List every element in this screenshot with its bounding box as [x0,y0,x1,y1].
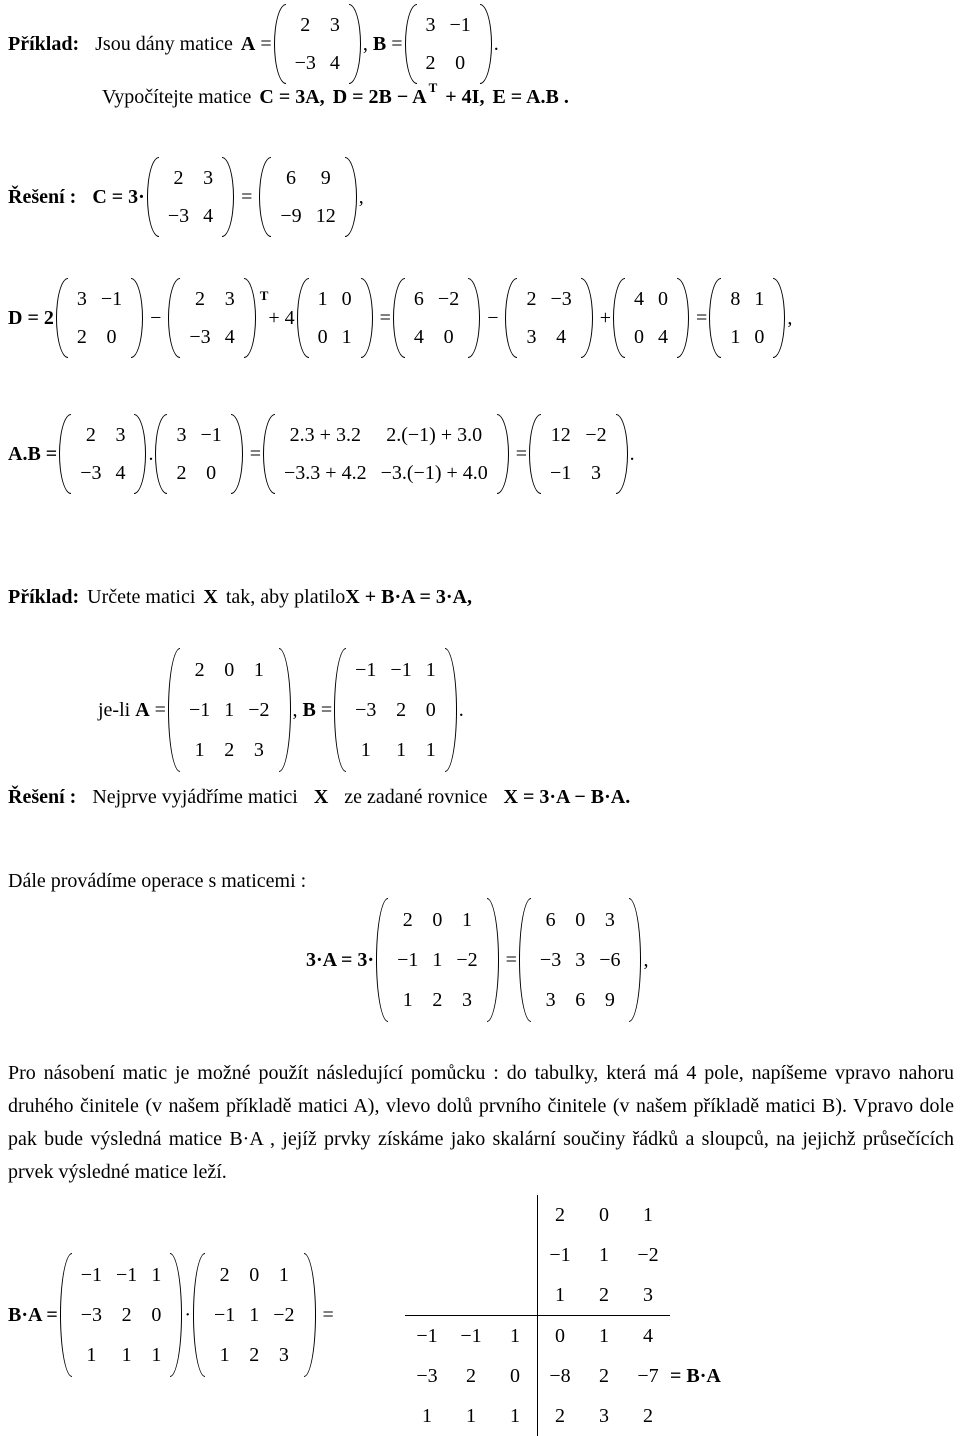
matrix-cell: 1 [151,1263,162,1286]
matrix-cell: 9 [320,166,331,189]
scheme-top-cell: 2 [599,1283,609,1306]
matrix-A3 [193,1253,316,1377]
left-paren [334,648,346,772]
matrix-cell: 4 [556,325,567,348]
matrix-cell: −3 [189,325,211,348]
task-D-rest: + 4I, [445,86,485,108]
matrix-cell: 1 [224,698,235,721]
BA-line: B·A = −1 −1 1 −3 2 0 1 1 1 · 2 0 1 −1 1 −2 1 2 3 = [8,1253,334,1377]
AB-lhs: A.B = [8,442,58,465]
matrix-cell: 3 [224,287,235,310]
matrix-cell: 1 [86,1343,97,1366]
solution2-equation: X = 3·A − B·A. [503,786,631,808]
matrix-cell: 6 [575,988,586,1011]
matrix-cell: −1 [200,423,222,446]
C-lhs: C = 3· [92,185,145,208]
matrix-cell: 0 [754,325,765,348]
matrix-cell: 2 [121,1303,132,1326]
matrix-cell: 2 [85,423,96,446]
matrix-cell: 0 [634,325,645,348]
transpose-mark: T [428,79,438,95]
matrix-cell: 8 [730,287,741,310]
matrix-cell: −1 [449,13,471,36]
matrix-cell: 1 [360,738,371,761]
matrix-B3 [60,1253,183,1377]
matrix-cell: 1 [432,948,443,971]
matrix-cell: 1 [730,325,741,348]
matrix-cell: 0 [106,325,117,348]
matrix-cell: 1 [317,287,328,310]
left-paren [59,414,71,494]
matrix-cell: 1 [425,738,436,761]
right-paren [345,157,357,237]
left-paren [168,648,180,772]
matrix-A3 [168,648,291,772]
scheme-left-cell: −1 [405,1316,449,1357]
scheme-result-label: = B·A [670,1364,721,1387]
left-paren [405,4,417,84]
matrix-cell: 3 [176,423,187,446]
matrix-cell: 1 [151,1343,162,1366]
scheme-result-cell: 0 [538,1316,583,1357]
task-prefix: Vypočítejte matice [102,86,252,108]
right-paren [497,414,509,494]
right-paren [304,1253,316,1377]
solution2-heading: Řešení : [8,786,77,808]
matrix-cell: −3 [294,51,316,74]
matrix-cell: 1 [341,325,352,348]
scheme-left-cell: −3 [416,1364,438,1387]
left-paren [56,278,68,358]
matrix-cell: 0 [249,1263,260,1286]
matrix-cell: 1 [396,738,407,761]
solution-D-line: D = 2 3 −1 2 0 − 2 3 −3 4 T + 4 1 0 0 1 = 6 −2 4 0 − 2 −3 3 4 + 4 0 0 4 = 8 1 1 0 , [8,278,792,358]
left-paren [60,1253,72,1377]
matrix-cell: −3 [80,1303,103,1326]
matrix-cell: −2 [585,423,607,446]
scheme-left-cell: 1 [493,1316,538,1357]
plus-4: + 4 [268,306,295,329]
matrix-AB-expanded [263,414,509,494]
left-paren [376,898,388,1022]
matrix-cell: 4 [413,325,424,348]
solution-heading: Řešení : [8,185,77,208]
example1-intro: Jsou dány matice [95,32,233,55]
right-paren [616,414,628,494]
matrix-AB-result [529,414,628,494]
solution2-text: Nejprve vyjádříme matici [92,786,298,808]
matrix-cell: 3 [545,988,556,1011]
matrix-cell: 4 [224,325,235,348]
right-paren [773,278,785,358]
matrix-cell: 6 [286,166,297,189]
matrix-cell: 1 [194,738,205,761]
matrix-cell: 3 [278,1343,289,1366]
matrix-cell: −2 [273,1303,295,1326]
scheme-top-cell: 1 [643,1203,653,1226]
dale-text: Dále provádíme operace s maticemi : [8,870,307,892]
matrix-cell: 2 [76,325,87,348]
matrix-A3 [376,898,499,1022]
matrix-cell: −3 [539,948,562,971]
matrix-cell: 2 [396,698,407,721]
matrix-A [168,278,255,358]
right-paren [677,278,689,358]
matrix-cell: 3 [526,325,537,348]
matrix-A [147,157,234,237]
matrix-cell: 4 [203,204,214,227]
matrix-cell: −1 [390,658,412,681]
scheme-top-cell: 1 [599,1243,609,1266]
matrix-cell: 0 [151,1303,162,1326]
right-paren [131,278,143,358]
explanation-paragraph: Pro násobení matic je možné použít následující pomůcku : do tabulky, která má 4 pole, napíšeme vpravo nahoru druhého činitele (v našem příkladě matici A), vlevo dolů prvního činitele (v našem příkladě matici B). Vpravo dole pak bude výsledná matice B·A , jejíž prvky získáme jako skalární součiny řádků a sloupců, na jejichž průsečících prvek výsledné matice leží. [8,1062,954,1183]
matrix-cell: 1 [121,1343,132,1366]
matrix-cell: 2 [224,738,235,761]
matrix-cell: −3 [80,461,102,484]
left-paren [613,278,625,358]
right-paren [361,278,373,358]
task-line [102,79,569,109]
jeli-label: je-li [98,698,131,721]
matrix-cell: 2 [425,51,436,74]
solution-AB-line: A.B = 2 3 −3 4 . 3 −1 2 0 = 2.3 + 3.2 2.(−1) + 3.0 −3.3 + 4.2 −3.(−1) + 4.0 = 12 −2 −1 3 . [8,414,635,494]
scheme-result-cell: 1 [582,1316,626,1357]
left-paren [393,278,405,358]
matrix-cell: −1 [80,1263,103,1286]
solution-C-line: Řešení : C = 3· 2 3 −3 4 = 6 9 −9 12 , [8,157,364,237]
matrix-cell: 3 [203,166,214,189]
matrix-cell: 4 [329,51,340,74]
matrix-cell: 0 [341,287,352,310]
matrix-A [274,4,361,84]
matrix-cell: 0 [425,698,436,721]
right-paren [487,898,499,1022]
matrix-cell: 2.3 + 3.2 [289,423,361,446]
solution2-text2: ze zadané rovnice [344,786,488,808]
matrix-cell: −2 [456,948,478,971]
scheme-left-cell: 1 [466,1404,476,1427]
matrix-cell: 0 [317,325,328,348]
matrix-cell: 0 [455,51,466,74]
left-paren [519,898,531,1022]
matrix-cell: 4 [115,461,126,484]
left-paren [259,157,271,237]
matrix-cell: −3.3 + 4.2 [284,461,367,484]
matrix-B-label: B [372,32,387,55]
right-paren [349,4,361,84]
matrix-cell: 2 [194,658,205,681]
matrix-cell: 1 [249,1303,260,1326]
matrix-cell: −3 [550,287,572,310]
matrix-cell: 12 [550,423,571,446]
right-paren [581,278,593,358]
scheme-result-cell: 2 [643,1404,653,1427]
transpose-mark: T [259,288,269,303]
matrix-cell: 1 [425,658,436,681]
matrix-X-label: X [203,586,218,608]
matrix-I [297,278,373,358]
left-paren [529,414,541,494]
given-matrices-line: je-li A = 2 0 1 −1 1 −2 1 2 3 , B = −1 −1 1 −3 2 0 1 1 1 . [98,648,464,772]
scheme-left-cell: 1 [510,1404,520,1427]
matrix-cell: 1 [253,658,264,681]
task-E: E = A.B . [492,86,569,108]
example2-heading: Příklad: [8,586,80,608]
matrix-cell: −2 [248,698,270,721]
right-paren [445,648,457,772]
D-lhs: D = 2 [8,306,54,329]
scheme-result-cell: 3 [599,1404,609,1427]
matrix-2B [393,278,480,358]
BA-lhs: B·A = [8,1303,58,1326]
example2-equation: X + B·A = 3·A, [345,586,472,608]
solution2-line [8,786,630,809]
scheme-result-cell: −7 [637,1364,659,1387]
right-paren [480,4,492,84]
scheme-result-cell: 2 [599,1364,609,1387]
matrix-C-result [259,157,356,237]
example2-line [8,586,472,609]
matrix-cell: −9 [280,204,302,227]
matrix-cell: 2 [173,166,184,189]
matrix-cell: −1 [397,948,419,971]
right-paren [244,278,256,358]
multiplication-scheme [405,1195,760,1436]
scheme-left-cell: 2 [466,1364,476,1387]
scheme-left-cell: 1 [422,1404,432,1427]
task-C: C = 3A, [259,86,325,108]
matrix-cell: −2 [437,287,460,310]
example2-text: Určete matici [87,586,196,608]
matrix-cell: −1 [188,698,211,721]
left-paren [505,278,517,358]
matrix-cell: 2 [402,908,413,931]
matrix-cell: 2 [195,287,206,310]
task-D: D = 2B − A [332,86,427,108]
matrix-cell: 0 [658,287,669,310]
left-paren [155,414,167,494]
right-paren [134,414,146,494]
scheme-result-cell: −8 [538,1356,583,1396]
matrix-cell: 0 [206,461,217,484]
matrix-A [59,414,146,494]
matrix-cell: 2 [249,1343,260,1366]
matrix-cell: 1 [402,988,413,1011]
scheme-result-cell: 4 [626,1316,670,1357]
matrix-cell: 2 [526,287,537,310]
left-paren [709,278,721,358]
scheme-result-cell: 2 [538,1396,583,1436]
matrix-cell: 2 [176,461,187,484]
threeA-lhs: 3·A = 3· [306,948,375,971]
scheme-top-cell: 2 [538,1195,583,1235]
matrix-cell: −1 [355,658,377,681]
scheme-left-cell: 0 [510,1364,520,1387]
matrix-cell: 6 [545,908,556,931]
matrix-A-label: A [240,32,256,55]
matrix-cell: 3 [575,948,586,971]
matrix-cell: 9 [604,988,615,1011]
scheme-top-cell: 0 [599,1203,609,1226]
matrix-B [155,414,242,494]
matrix-cell: 6 [413,287,424,310]
matrix-cell: −3 [167,204,190,227]
example1-line: Příklad: Jsou dány matice A = 2 3 −3 4 , B = 3 −1 2 0 . [8,4,499,84]
matrix-cell: −3 [355,698,377,721]
matrix-cell: −1 [100,287,123,310]
matrix-cell: 3 [604,908,615,931]
matrix-cell: 2.(−1) + 3.0 [386,423,483,446]
left-paren [193,1253,205,1377]
matrix-3A-result [519,898,642,1022]
scheme-top-cell: −1 [538,1235,583,1275]
matrix-cell: 3 [425,13,436,36]
right-paren [231,414,243,494]
matrix-cell: 0 [432,908,443,931]
matrix-cell: 1 [278,1263,289,1286]
scheme-left-cell: −1 [449,1316,493,1357]
right-paren [468,278,480,358]
matrix-D-result [709,278,785,358]
left-paren [147,157,159,237]
scheme-top-cell: −2 [637,1243,659,1266]
left-paren [263,414,275,494]
matrix-cell: 2 [300,13,311,36]
matrix-cell: 3 [590,461,601,484]
right-paren [629,898,641,1022]
scheme-top-cell: 1 [538,1275,583,1316]
matrix-cell: 1 [219,1343,230,1366]
matrix-4I [613,278,689,358]
matrix-cell: −1 [213,1303,236,1326]
matrix-B [56,278,143,358]
matrix-cell: 12 [315,204,336,227]
matrix-cell: 4 [634,287,645,310]
matrix-B [405,4,492,84]
matrix-cell: −1 [550,461,572,484]
example1-heading: Příklad: [8,32,80,55]
scheme-top-cell: 3 [643,1283,653,1306]
matrix-cell: −6 [599,948,621,971]
matrix-cell: 0 [224,658,235,681]
matrix-cell: 3 [76,287,87,310]
matrix-cell: 2 [432,988,443,1011]
example2-text2: tak, aby platilo [225,586,346,608]
dale-line [8,870,306,893]
matrix-cell: 1 [462,908,472,931]
threeA-line: 3·A = 3· 2 0 1 −1 1 −2 1 2 3 = 6 0 3 −3 3 −6 3 6 9 , [306,898,648,1022]
matrix-cell: 3 [115,423,126,446]
matrix-cell: 0 [443,325,454,348]
matrix-X-label: X [313,786,329,808]
right-paren [279,648,291,772]
right-paren [170,1253,182,1377]
matrix-cell: 0 [575,908,586,931]
matrix-cell: −3.(−1) + 4.0 [380,461,488,484]
matrix-cell: 3 [329,13,340,36]
matrix-cell: 4 [658,325,669,348]
matrix-AT [505,278,592,358]
left-paren [168,278,180,358]
left-paren [297,278,309,358]
matrix-B3 [334,648,457,772]
matrix-cell: 2 [219,1263,230,1286]
left-paren [274,4,286,84]
matrix-cell: 3 [253,738,264,761]
matrix-cell: −1 [116,1263,138,1286]
matrix-cell: 3 [462,988,472,1011]
matrix-cell: 1 [754,287,765,310]
right-paren [222,157,234,237]
